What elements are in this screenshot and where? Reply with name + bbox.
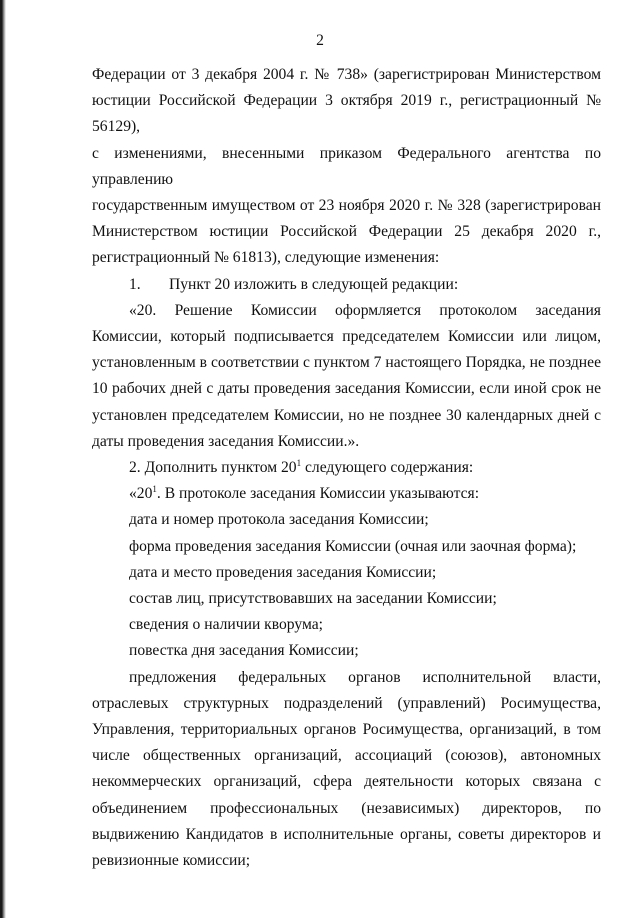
point-20-1-text-after: . В протоколе заседания Комиссии указываются:: [156, 485, 480, 503]
item-1-text: Пункт 20 изложить в следующей редакции:: [169, 275, 459, 293]
document-body: [92, 62, 601, 874]
list-item: дата и номер протокола заседания Комиссии;: [129, 511, 429, 529]
point-20-quote: «20. Решение Комиссии оформляется протоколом заседания Комиссии, который подписывается председателем Комиссии или лицом, установленным в соответствии с пунктом 7 настоящего Порядка, не позднее 10 рабочих дней с даты проведения заседания Комиссии, если иной срок не установлен председателем Комиссии, но не позднее 30 календарных дней с даты проведения заседания Комиссии.».: [92, 301, 601, 450]
item-2: [92, 455, 601, 481]
intro-line-5: Министерством юстиции Российской Федерации 25 декабря 2020 г.,: [92, 223, 601, 241]
proposals-paragraph: предложения федеральных органов исполнительной власти, отраслевых структурных подразделений (управлений) Росимущества, Управления, территориальных органов Росимущества, организаций, в том числе общественных организаций, ассоциаций (союзов), автономных некоммерческих организаций, сфера деятельности которых связана с объединением профессиональных (независимых) директоров, по выдвижению Кандидатов в исполнительные органы, советы директоров и ревизионные комиссии;: [92, 668, 601, 870]
item-2-superscript: 1: [296, 458, 302, 469]
list-item: форма проведения заседания Комиссии (очная или заочная форма);: [129, 537, 577, 555]
intro-line-4: государственным имуществом от 23 ноября 2020 г. № 328 (зарегистрирован: [92, 197, 601, 215]
intro-line-6: регистрационный № 61813), следующие изменения:: [92, 249, 440, 267]
item-1: [92, 272, 601, 298]
page-number: 2: [316, 32, 324, 49]
list-item: сведения о наличии кворума;: [129, 616, 324, 634]
point-20-1-heading: [92, 481, 601, 507]
intro-line-2: юстиции Российской Федерации 3 октября 2019 г., регистрационный № 56129),: [92, 92, 601, 136]
item-2-text-after: следующего содержания:: [301, 459, 474, 477]
item-2-text-before: 2. Дополнить пунктом 20: [129, 459, 297, 477]
list-item: дата и место проведения заседания Комиссии;: [129, 563, 437, 581]
list-item: повестка дня заседания Комиссии;: [129, 642, 359, 660]
list-item: состав лиц, присутствовавших на заседании Комиссии;: [129, 590, 497, 608]
scan-left-edge: [0, 0, 6, 918]
intro-paragraph: [92, 62, 601, 272]
point-20-1-superscript: 1: [152, 484, 157, 495]
point-20-1-text-before: «20: [129, 485, 153, 503]
intro-line-3: с изменениями, внесенными приказом Федерального агентства по управлению: [92, 144, 601, 188]
item-1-number: 1.: [129, 275, 141, 293]
intro-line-1: Федерации от 3 декабря 2004 г. № 738» (зарегистрирован Министерством: [92, 66, 601, 83]
